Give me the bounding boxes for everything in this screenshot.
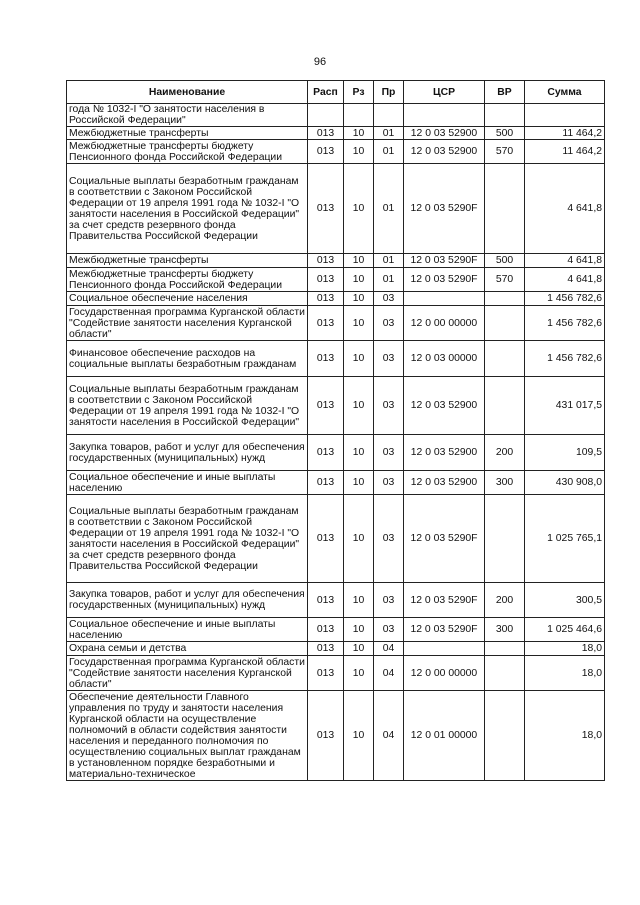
cell-sum: 430 908,0 (525, 471, 605, 495)
cell-vr (485, 495, 525, 583)
header-csr: ЦСР (404, 81, 485, 104)
cell-name: Финансовое обеспечение расходов на социальные выплаты безработным гражданам (67, 341, 308, 377)
cell-sum: 4 641,8 (525, 268, 605, 292)
cell-vr: 570 (485, 140, 525, 164)
cell-vr: 300 (485, 618, 525, 642)
table-row (67, 618, 605, 642)
cell-csr: 12 0 00 00000 (404, 306, 485, 341)
cell-rasp: 013 (308, 292, 344, 306)
cell-csr: 12 0 00 00000 (404, 656, 485, 691)
cell-name: Социальное обеспечение населения (67, 292, 308, 306)
cell-vr (485, 642, 525, 656)
cell-csr (404, 292, 485, 306)
cell-rz: 10 (344, 471, 374, 495)
cell-rz: 10 (344, 268, 374, 292)
cell-rz (344, 104, 374, 127)
cell-pr: 01 (374, 164, 404, 254)
cell-vr: 200 (485, 583, 525, 618)
cell-sum: 1 456 782,6 (525, 306, 605, 341)
cell-name: Обеспечение деятельности Главного управления по труду и занятости населения Курганской области на осуществление полномочий в области содействия занятости населения и переданного полномочия по осуществлению социальных выплат гражданам в установленном порядке безработными и материально-техническое (67, 691, 308, 781)
table-row (67, 254, 605, 268)
header-rz: Рз (344, 81, 374, 104)
cell-rz: 10 (344, 435, 374, 471)
cell-pr: 04 (374, 642, 404, 656)
cell-vr (485, 377, 525, 435)
cell-name: Государственная программа Курганской области "Содействие занятости населения Курганской области" (67, 656, 308, 691)
cell-rasp: 013 (308, 618, 344, 642)
table-row (67, 495, 605, 583)
cell-vr (485, 104, 525, 127)
cell-pr: 04 (374, 656, 404, 691)
cell-vr: 570 (485, 268, 525, 292)
cell-vr (485, 691, 525, 781)
cell-rasp: 013 (308, 495, 344, 583)
cell-csr: 12 0 03 52900 (404, 127, 485, 140)
header-row (67, 81, 605, 104)
cell-pr: 03 (374, 292, 404, 306)
table-row (67, 341, 605, 377)
cell-sum: 1 456 782,6 (525, 341, 605, 377)
cell-name: года № 1032-I "О занятости населения в Российской Федерации" (67, 104, 308, 127)
cell-rz: 10 (344, 306, 374, 341)
cell-rz: 10 (344, 164, 374, 254)
cell-vr (485, 656, 525, 691)
cell-rz: 10 (344, 583, 374, 618)
cell-csr: 12 0 03 5290F (404, 254, 485, 268)
cell-vr (485, 164, 525, 254)
header-rasp: Расп (308, 81, 344, 104)
cell-name: Межбюджетные трансферты (67, 254, 308, 268)
cell-rz: 10 (344, 140, 374, 164)
cell-pr (374, 104, 404, 127)
cell-rz: 10 (344, 377, 374, 435)
cell-rz: 10 (344, 495, 374, 583)
cell-name: Государственная программа Курганской области "Содействие занятости населения Курганской области" (67, 306, 308, 341)
cell-rasp: 013 (308, 164, 344, 254)
cell-pr: 03 (374, 583, 404, 618)
cell-sum: 431 017,5 (525, 377, 605, 435)
cell-sum: 18,0 (525, 656, 605, 691)
cell-rz: 10 (344, 292, 374, 306)
cell-rasp: 013 (308, 691, 344, 781)
cell-rz: 10 (344, 618, 374, 642)
cell-rasp: 013 (308, 306, 344, 341)
cell-sum: 1 025 765,1 (525, 495, 605, 583)
cell-name: Охрана семьи и детства (67, 642, 308, 656)
cell-pr: 03 (374, 495, 404, 583)
table-row (67, 127, 605, 140)
cell-pr: 01 (374, 268, 404, 292)
cell-pr: 04 (374, 691, 404, 781)
cell-csr: 12 0 03 52900 (404, 471, 485, 495)
cell-name: Межбюджетные трансферты бюджету Пенсионного фонда Российской Федерации (67, 140, 308, 164)
cell-sum (525, 104, 605, 127)
cell-sum: 11 464,2 (525, 140, 605, 164)
cell-csr: 12 0 03 5290F (404, 583, 485, 618)
cell-rasp: 013 (308, 471, 344, 495)
cell-csr: 12 0 03 5290F (404, 618, 485, 642)
cell-name: Социальное обеспечение и иные выплаты населению (67, 471, 308, 495)
cell-rasp: 013 (308, 268, 344, 292)
cell-csr: 12 0 03 52900 (404, 140, 485, 164)
cell-pr: 03 (374, 435, 404, 471)
cell-rasp (308, 104, 344, 127)
cell-pr: 03 (374, 377, 404, 435)
cell-name: Социальное обеспечение и иные выплаты населению (67, 618, 308, 642)
cell-csr (404, 104, 485, 127)
cell-rz: 10 (344, 642, 374, 656)
cell-sum: 4 641,8 (525, 254, 605, 268)
cell-rz: 10 (344, 691, 374, 781)
cell-name: Межбюджетные трансферты бюджету Пенсионного фонда Российской Федерации (67, 268, 308, 292)
header-name: Наименование (67, 81, 308, 104)
page-number: 96 (313, 56, 327, 68)
cell-pr: 01 (374, 254, 404, 268)
cell-sum: 11 464,2 (525, 127, 605, 140)
cell-pr: 03 (374, 471, 404, 495)
cell-vr: 500 (485, 254, 525, 268)
cell-name: Закупка товаров, работ и услуг для обеспечения государственных (муниципальных) нужд (67, 583, 308, 618)
cell-csr: 12 0 03 5290F (404, 268, 485, 292)
cell-vr (485, 306, 525, 341)
table-row (67, 164, 605, 254)
cell-vr: 300 (485, 471, 525, 495)
cell-pr: 03 (374, 618, 404, 642)
cell-csr: 12 0 03 5290F (404, 495, 485, 583)
cell-pr: 03 (374, 341, 404, 377)
cell-rasp: 013 (308, 435, 344, 471)
cell-rasp: 013 (308, 583, 344, 618)
cell-rasp: 013 (308, 642, 344, 656)
cell-sum: 18,0 (525, 691, 605, 781)
cell-vr: 500 (485, 127, 525, 140)
table-row (67, 104, 605, 127)
budget-table (66, 80, 605, 781)
cell-csr (404, 642, 485, 656)
table-row (67, 691, 605, 781)
cell-name: Социальные выплаты безработным гражданам в соответствии с Законом Российской Федерации от 19 апреля 1991 года № 1032-I "О занятости населения в Российской Федерации" (67, 377, 308, 435)
cell-sum: 109,5 (525, 435, 605, 471)
cell-vr (485, 292, 525, 306)
cell-rasp: 013 (308, 656, 344, 691)
table-row (67, 268, 605, 292)
cell-rz: 10 (344, 127, 374, 140)
cell-csr: 12 0 03 52900 (404, 435, 485, 471)
cell-name: Социальные выплаты безработным гражданам в соответствии с Законом Российской Федерации от 19 апреля 1991 года № 1032-I "О занятости населения в Российской Федерации" за счет средств резервного фонда Правительства Российской Федерации (67, 495, 308, 583)
cell-pr: 03 (374, 306, 404, 341)
table-row (67, 642, 605, 656)
table-row (67, 306, 605, 341)
cell-rasp: 013 (308, 377, 344, 435)
cell-sum: 300,5 (525, 583, 605, 618)
cell-sum: 18,0 (525, 642, 605, 656)
table-row (67, 435, 605, 471)
cell-csr: 12 0 03 52900 (404, 377, 485, 435)
table-row (67, 377, 605, 435)
cell-rz: 10 (344, 341, 374, 377)
cell-rasp: 013 (308, 127, 344, 140)
cell-csr: 12 0 03 00000 (404, 341, 485, 377)
header-vr: ВР (485, 81, 525, 104)
cell-pr: 01 (374, 140, 404, 164)
cell-rasp: 013 (308, 341, 344, 377)
cell-vr (485, 341, 525, 377)
cell-pr: 01 (374, 127, 404, 140)
cell-rasp: 013 (308, 254, 344, 268)
cell-rz: 10 (344, 656, 374, 691)
table-row (67, 471, 605, 495)
cell-rz: 10 (344, 254, 374, 268)
table-row (67, 292, 605, 306)
cell-csr: 12 0 01 00000 (404, 691, 485, 781)
cell-sum: 4 641,8 (525, 164, 605, 254)
cell-name: Закупка товаров, работ и услуг для обеспечения государственных (муниципальных) нужд (67, 435, 308, 471)
header-pr: Пр (374, 81, 404, 104)
cell-sum: 1 025 464,6 (525, 618, 605, 642)
cell-sum: 1 456 782,6 (525, 292, 605, 306)
cell-vr: 200 (485, 435, 525, 471)
cell-rasp: 013 (308, 140, 344, 164)
table-row (67, 656, 605, 691)
cell-csr: 12 0 03 5290F (404, 164, 485, 254)
table-row (67, 583, 605, 618)
table-row (67, 140, 605, 164)
cell-name: Социальные выплаты безработным гражданам в соответствии с Законом Российской Федерации от 19 апреля 1991 года № 1032-I "О занятости населения в Российской Федерации" за счет средств резервного фонда Правительства Российской Федерации (67, 164, 308, 254)
cell-name: Межбюджетные трансферты (67, 127, 308, 140)
header-sum: Сумма (525, 81, 605, 104)
